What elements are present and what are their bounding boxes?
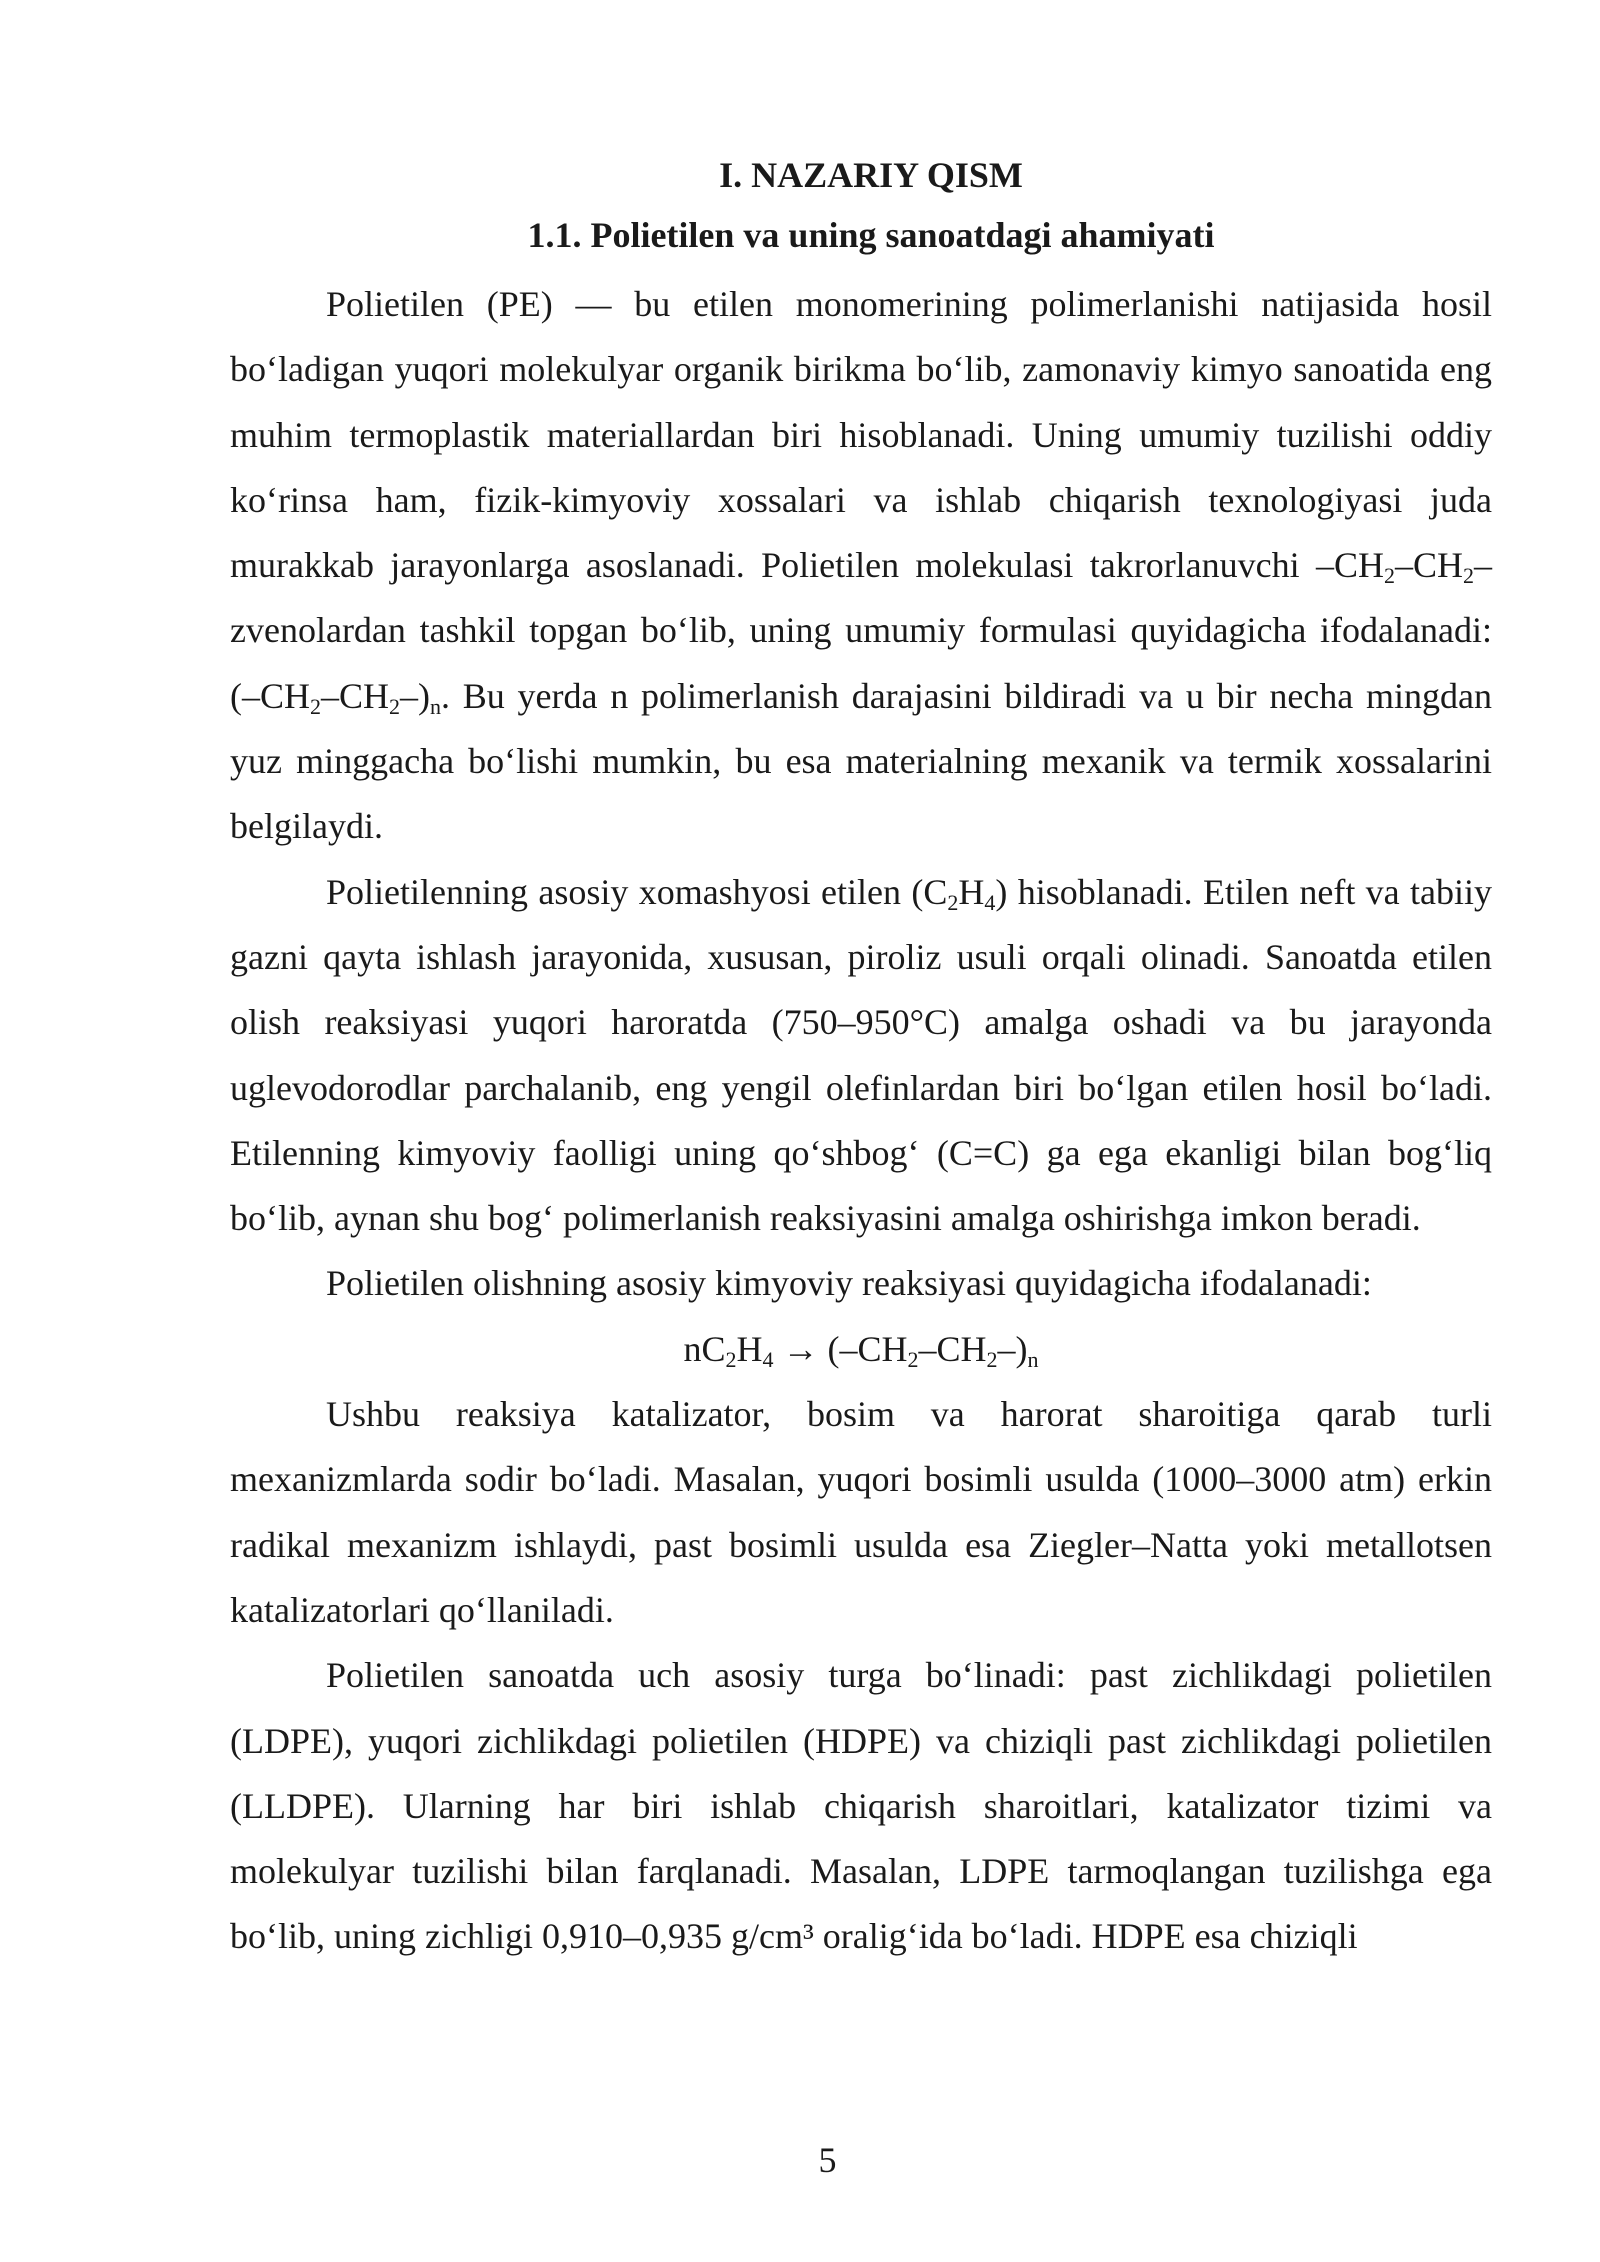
text-run: . Bu yerda n polimerlanish darajasini bildiradi va u bir necha mingdan yuz minggacha bo‘lishi mumkin, bu esa materialning mexanik va termik xossalarini belgilaydi. xyxy=(230,675,1492,847)
subscript: 2 xyxy=(1463,563,1474,589)
text-run: –) xyxy=(400,675,431,716)
section-title: I. NAZARIY QISM xyxy=(719,155,1023,195)
subscript: 4 xyxy=(984,889,996,915)
page-number: 5 xyxy=(818,2140,837,2180)
paragraph-1 xyxy=(230,272,1492,860)
subscript: 2 xyxy=(907,1346,919,1372)
subscript: 4 xyxy=(762,1346,774,1372)
paragraph-5: Polietilen sanoatda uch asosiy turga bo‘linadi: past zichlikdagi polietilen (LDPE), yuqori zichlikdagi polietilen (HDPE) va chiziqli past zichlikdagi polietilen (LLDPE). Ularning har biri ishlab chiqarish sharoitlari, katalizator tizimi va molekulyar tuzilishi bilan farqlanadi. Masalan, LDPE tarmoqlangan tuzilishga ega bo‘lib, uning zichligi 0,910–0,935 g/cm³ oralig‘ida bo‘ladi. HDPE esa chiziqli xyxy=(230,1655,1492,1957)
text-run: – zvenolardan tashkil topgan bo‘lib, uning umumiy formulasi quyidagicha ifodalanadi: (–CH xyxy=(230,545,1492,716)
text-run: nC xyxy=(683,1328,726,1369)
document-page xyxy=(230,145,1492,1970)
text-run: ) hisoblanadi. Etilen neft va tabiiy gazni qayta ishlash jarayonida, xususan, piroliz usuli orqali olinadi. Sanoatda etilen olish reaksiyasi yuqori haroratda (750–950°C) amalga oshadi va bu jarayonda uglevodorodlar parchalanib, eng yengil olefinlardan biri bo‘lgan etilen hosil bo‘ladi. Etilenning kimyoviy faolligi uning qo‘shbog‘ (C=C) ga ega ekanligi bilan bog‘liq bo‘lib, aynan shu bog‘ polimerlanish reaksiyasini amalga oshirishga imkon beradi. xyxy=(230,871,1492,1239)
subscript: 2 xyxy=(986,1346,998,1372)
paragraph-3: Polietilen olishning asosiy kimyoviy reaksiyasi quyidagicha ifodalanadi: xyxy=(326,1263,1372,1304)
paragraph-4: Ushbu reaksiya katalizator, bosim va harorat sharoitiga qarab turli mexanizmlarda sodir bo‘ladi. Masalan, yuqori bosimli usulda (1000–3000 atm) erkin radikal mexanizm ishlaydi, past bosimli usulda esa Ziegler–Natta yoki metallotsen katalizatorlari qo‘llaniladi. xyxy=(230,1394,1492,1630)
text-run: Polietilenning asosiy xomashyosi etilen (C xyxy=(326,871,948,912)
text-run: Polietilen (PE) — bu etilen monomerining polimerlanishi natijasida hosil bo‘ladigan yuqori molekulyar organik birikma bo‘lib, zamonaviy kimyo sanoatida eng muhim termoplastik materiallardan biri hisoblanadi. Uning umumiy tuzilishi oddiy ko‘rinsa ham, fizik-kimyoviy xossalari va ishlab chiqarish texnologiyasi juda murakkab jarayonlarga asoslanadi. Polietilen molekulasi takrorlanuvchi –CH xyxy=(230,284,1492,586)
subsection-title: 1.1. Polietilen va uning sanoatdagi ahamiyati xyxy=(527,215,1215,255)
text-run: –CH xyxy=(321,675,390,716)
text-run: –CH xyxy=(1394,545,1463,586)
text-run: H xyxy=(736,1328,763,1369)
text-run: –) xyxy=(997,1328,1028,1369)
subscript: 2 xyxy=(947,889,959,915)
subscript: n xyxy=(430,693,442,719)
subscript: 2 xyxy=(1383,563,1395,589)
text-run: → (–CH xyxy=(773,1328,908,1369)
subscript: 2 xyxy=(725,1346,737,1372)
subscript: 2 xyxy=(389,693,401,719)
reaction-equation xyxy=(230,1317,1492,1382)
subscript: 2 xyxy=(310,693,321,719)
paragraph-2 xyxy=(230,860,1492,1252)
text-run: –CH xyxy=(918,1328,987,1369)
text-run: H xyxy=(958,871,985,912)
subscript: n xyxy=(1027,1346,1039,1372)
